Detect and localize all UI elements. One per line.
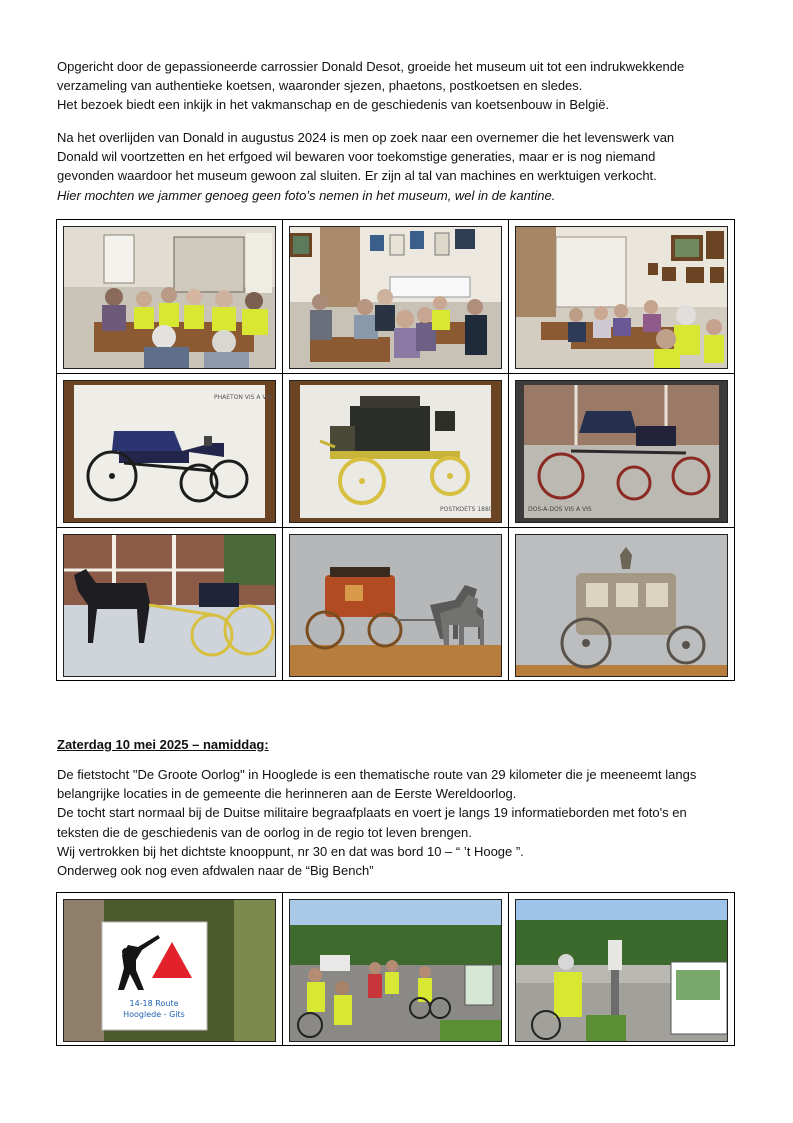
photo-route-sign [63, 899, 276, 1042]
saturday-line: Onderweg ook nog even afdwalen naar de “Big Bench” [57, 863, 374, 879]
photo-cyclists-group [289, 899, 502, 1042]
photo-cell [509, 528, 735, 681]
photo-cell [57, 893, 283, 1046]
photo-canteen-group-2 [289, 226, 502, 369]
photo-cell [509, 220, 735, 374]
route-sign-subtitle: Hooglede - Gits [123, 1010, 185, 1019]
saturday-line: Wij vertrokken bij het dichtste knooppunt, nr 30 en dat was bord 10 – “ ’t Hooge ”. [57, 843, 524, 859]
saturday-line: De tocht start normaal bij de Duitse militaire begraafplaats en voert je langs 19 informatieborden met foto's en [57, 805, 687, 821]
museum-photo-grid [56, 219, 735, 681]
photo-carriage-print-3 [515, 380, 728, 523]
saturday-paragraph [57, 765, 747, 880]
print-caption-1: PHAETON VIS A VIS [214, 394, 273, 401]
photo-cell [57, 220, 283, 374]
photo-silver-coach-model [515, 534, 728, 677]
photo-cell [57, 374, 283, 528]
photo-canteen-group-3 [515, 226, 728, 369]
print-caption-3: DOS-A-DOS VIS A VIS [528, 506, 592, 513]
saturday-line: belangrijke locaties in de gemeente die herinneren aan de Eerste Wereldoorlog. [57, 786, 517, 802]
intro-line: verzameling van authentieke koetsen, waaronder sjezen, phaetons, postkoetsen en sledes. [57, 78, 583, 94]
photo-cell [57, 528, 283, 681]
closing-line: Na het overlijden van Donald in augustus 2024 is men op zoek naar een overnemer die het levenswerk van [57, 130, 675, 145]
intro-paragraph [57, 57, 747, 115]
print-caption-2: POSTKOETS 1880 [440, 506, 493, 513]
photo-cell [283, 528, 509, 681]
museum-closing-paragraph [57, 128, 747, 205]
photo-cell [283, 220, 509, 374]
saturday-line: De fietstocht "De Groote Oorlog" in Hooglede is een thematische route van 29 kilometer die je meeneemt langs [57, 767, 697, 782]
photo-cyclist-info-board [515, 899, 728, 1042]
saturday-heading: Zaterdag 10 mei 2025 – namiddag: [57, 737, 269, 752]
closing-line: gevonden waardoor het museum gewoon zal sluiten. Er zijn al tal van machines en werktuigen verkocht. [57, 168, 657, 184]
ride-photo-grid [56, 892, 735, 1046]
intro-line: Opgericht door de gepassioneerde carrossier Donald Desot, groeide het museum uit tot een indrukwekkende [57, 59, 685, 74]
photo-cell [509, 893, 735, 1046]
photo-carriage-print-1 [63, 380, 276, 523]
photo-note: Hier mochten we jammer genoeg geen foto’s nemen in het museum, wel in de kantine. [57, 187, 556, 203]
intro-line: Het bezoek biedt een inkijk in het vakmanschap en de geschiedenis van koetsenbouw in België. [57, 97, 610, 113]
closing-line: Donald wil voortzetten en het erfgoed wil bewaren voor toekomstige generaties, maar er is nog niemand [57, 149, 656, 165]
route-sign-title: 14-18 Route [129, 999, 179, 1008]
photo-canteen-group-1 [63, 226, 276, 369]
saturday-line: teksten die de geschiedenis van de oorlog in de regio tot leven brengen. [57, 824, 472, 840]
photo-horse-carriage [63, 534, 276, 677]
photo-cell [283, 374, 509, 528]
photo-carriage-print-2 [289, 380, 502, 523]
photo-stagecoach-model [289, 534, 502, 677]
photo-cell [509, 374, 735, 528]
photo-cell [283, 893, 509, 1046]
